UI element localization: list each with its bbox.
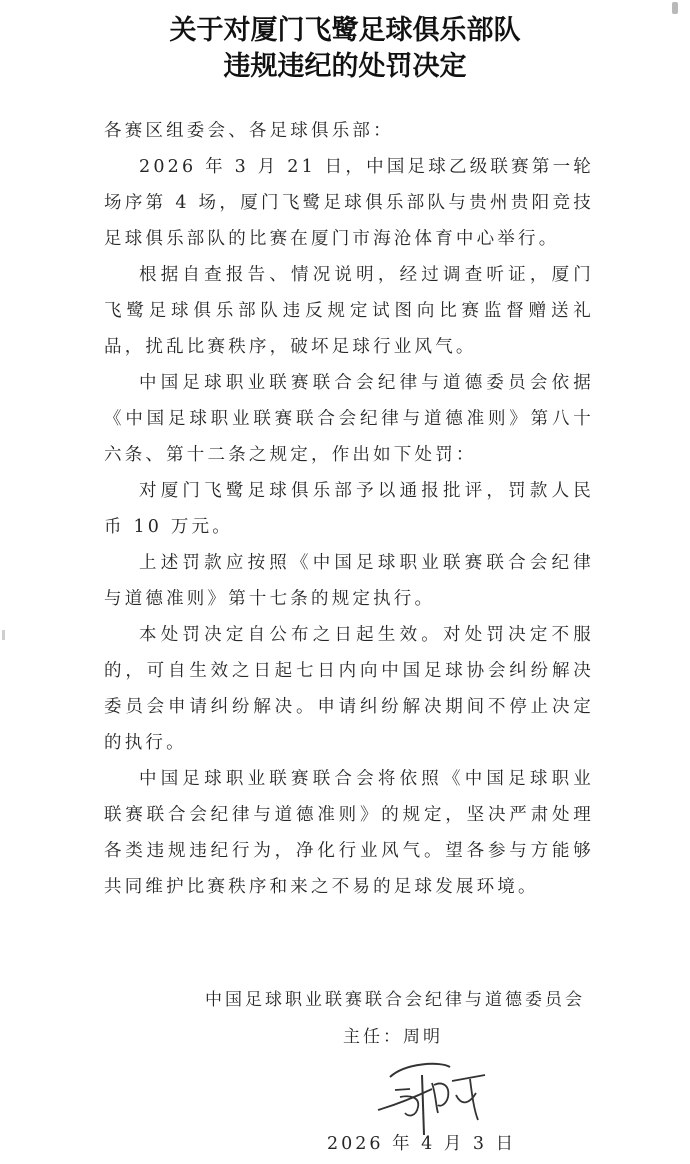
- paragraph-penalty: 对厦门飞鹭足球俱乐部予以通报批评，罚款人民币 10 万元。: [104, 481, 594, 537]
- paragraph-effective-appeal: 本处罚决定自公布之日起生效。对处罚决定不服的，可自生效之日起七日内向中国足球协会纠纷解决委员会申请纠纷解决。申请纠纷解决期间不停止决定的执行。: [104, 625, 594, 753]
- scan-artifact: [2, 630, 5, 640]
- paragraph-closing: 中国足球职业联赛联合会将依照《中国足球职业联赛联合会纪律与道德准则》的规定，坚决严肃处理各类违规违纪行为，净化行业风气。望各参与方能够共同维护比赛秩序和来之不易的足球发展环境。: [104, 769, 594, 897]
- signature-date: 2026 年 4 月 3 日: [327, 1134, 517, 1154]
- paragraph-match-info: 2026 年 3 月 21 日，中国足球乙级联赛第一轮场序第 4 场，厦门飞鹭足球俱乐部队与贵州贵阳竞技足球俱乐部队的比赛在厦门市海沧体育中心举行。: [104, 157, 594, 249]
- signature-organization: 中国足球职业联赛联合会纪律与道德委员会: [205, 990, 585, 1010]
- paragraph-fine-execution: 上述罚款应按照《中国足球职业联赛联合会纪律与道德准则》第十七条的规定执行。: [104, 553, 594, 609]
- document-body: [104, 113, 594, 905]
- paragraph-legal-basis: 中国足球职业联赛联合会纪律与道德委员会依据《中国足球职业联赛联合会纪律与道德准则》第八十六条、第十二条之规定，作出如下处罚：: [104, 373, 594, 465]
- document-title-line-1: 关于对厦门飞鹭足球俱乐部队: [169, 15, 521, 46]
- handwritten-signature: [370, 1055, 500, 1140]
- signature-director: 主任：周明: [343, 1027, 443, 1047]
- document-title-line-2: 违规违纪的处罚决定: [223, 51, 467, 82]
- salutation: 各赛区组委会、各足球俱乐部：: [104, 121, 394, 141]
- paragraph-findings: 根据自查报告、情况说明，经过调查听证，厦门飞鹭足球俱乐部队违反规定试图向比赛监督赠送礼品，扰乱比赛秩序，破坏足球行业风气。: [104, 265, 594, 357]
